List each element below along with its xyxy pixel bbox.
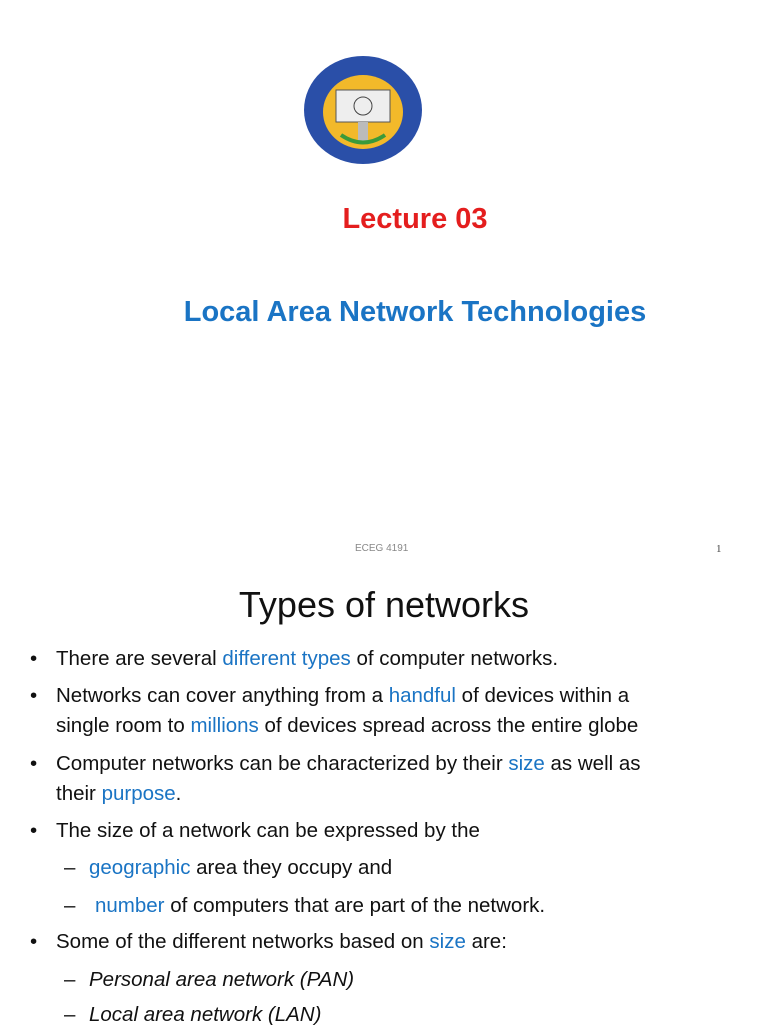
sub-bullet-text: Personal area network (PAN) [89, 968, 355, 991]
slide-title: Types of networks [238, 584, 530, 625]
bullet-text: Computer networks can be characterized by their size as well as [56, 752, 641, 775]
lecture-title: Local Area Network Technologies [183, 296, 647, 328]
page-number: 1 [716, 543, 722, 555]
bullet: • [30, 930, 38, 953]
sub-bullet-text: geographic area they occupy and [89, 856, 393, 879]
bullet: • [30, 647, 38, 670]
dash: – [64, 894, 76, 917]
course-code: ECEG 4191 [355, 543, 409, 554]
bullet: • [30, 819, 38, 842]
bullet-text: The size of a network can be expressed by the [56, 819, 480, 842]
bullet-text: Networks can cover anything from a handful of devices within a [56, 684, 630, 707]
sub-bullet-text: number of computers that are part of the network. [95, 894, 546, 917]
lecture-number: Lecture 03 [342, 203, 488, 235]
university-logo [303, 55, 423, 165]
dash: – [64, 1003, 76, 1026]
bullet-text: Some of the different networks based on size are: [56, 930, 507, 953]
bullet-text: single room to millions of devices spread across the entire globe [56, 714, 639, 737]
sub-bullet-text: Local area network (LAN) [89, 1003, 322, 1026]
dash: – [64, 856, 76, 879]
bullet: • [30, 752, 38, 775]
bullet: • [30, 684, 38, 707]
bullet-text: There are several different types of computer networks. [56, 647, 559, 670]
dash: – [64, 968, 76, 991]
bullet-text: their purpose. [56, 782, 182, 805]
